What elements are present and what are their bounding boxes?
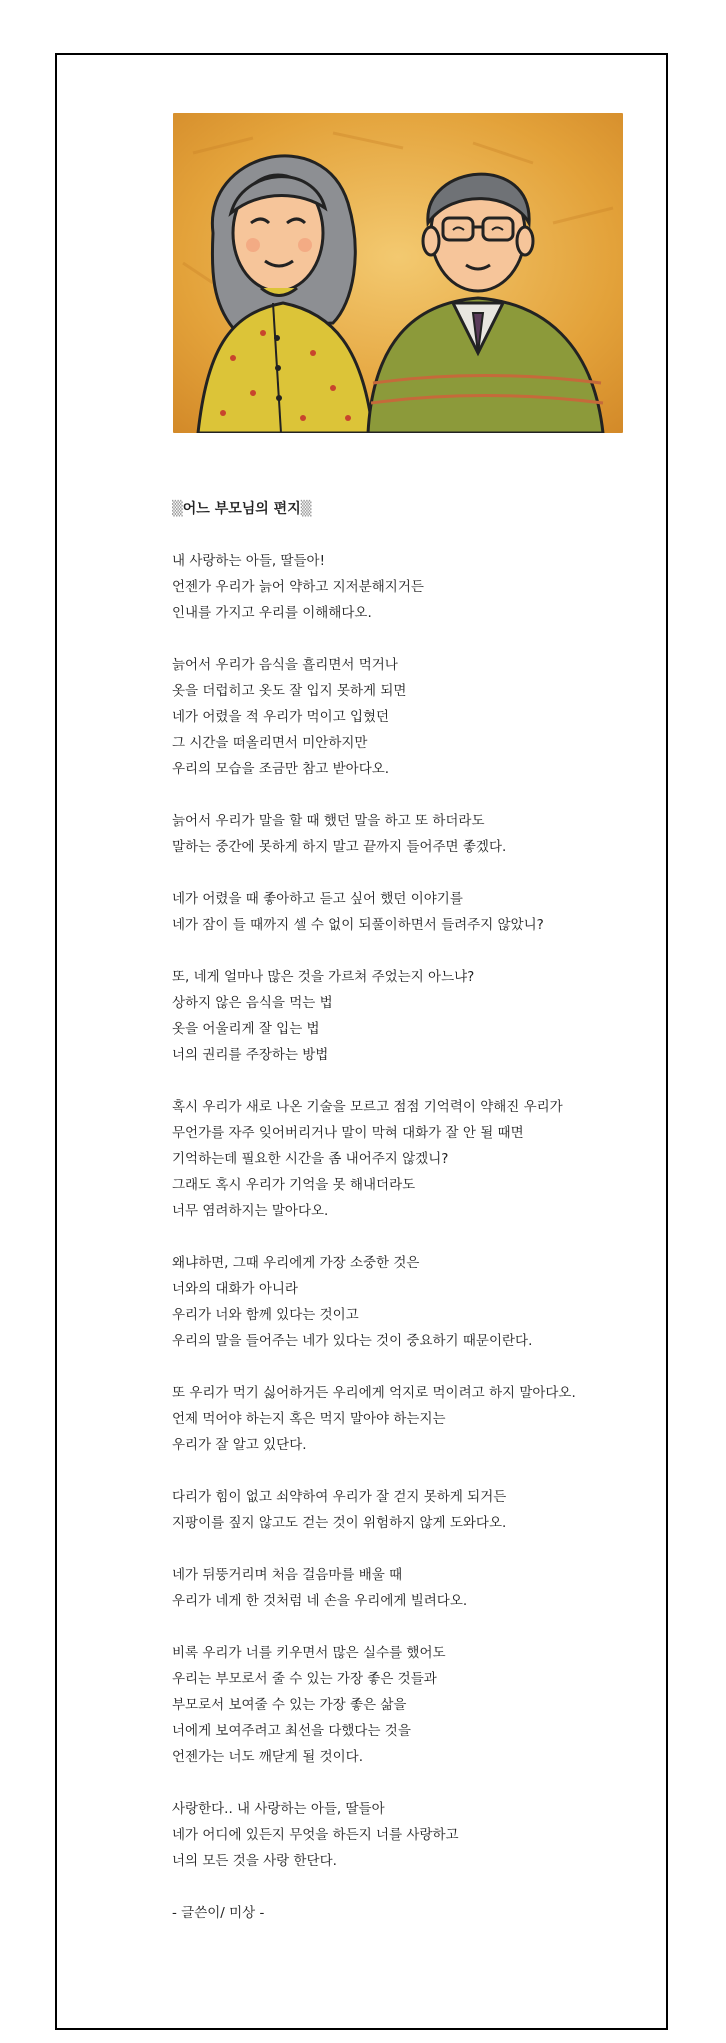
letter-line: 우리의 모습을 조금만 참고 받아다오. — [172, 761, 390, 777]
letter-title — [172, 496, 652, 522]
letter-line: 네가 뒤뚱거리며 처음 걸음마를 배울 때 — [172, 1567, 403, 1583]
letter-paragraph — [172, 886, 652, 938]
letter-line: 너무 염려하지는 말아다오. — [172, 1203, 329, 1219]
letter-line: 왜냐하면, 그때 우리에게 가장 소중한 것은 — [172, 1255, 420, 1271]
letter-line: 언젠가는 너도 깨닫게 될 것이다. — [172, 1749, 363, 1765]
letter-line: 그 시간을 떠올리면서 미안하지만 — [172, 735, 368, 751]
letter-line: 언젠가 우리가 늙어 약하고 지저분해지거든 — [172, 579, 424, 595]
letter-paragraph — [172, 1562, 652, 1614]
letter-line: 인내를 가지고 우리를 이해해다오. — [172, 605, 372, 621]
letter-line: 네가 어디에 있든지 무엇을 하든지 너를 사랑하고 — [172, 1827, 459, 1843]
letter-line: 늙어서 우리가 말을 할 때 했던 말을 하고 또 하더라도 — [172, 813, 485, 829]
letter-line: 늙어서 우리가 음식을 흘리면서 먹거나 — [172, 657, 398, 673]
letter-paragraph — [172, 808, 652, 860]
letter-line: 너의 권리를 주장하는 방법 — [172, 1047, 329, 1063]
letter-line: 혹시 우리가 새로 나온 기술을 모르고 점점 기억력이 약해진 우리가 — [172, 1099, 563, 1115]
letter-line: 네가 어렸을 적 우리가 먹이고 입혔던 — [172, 709, 390, 725]
letter-paragraph — [172, 1380, 652, 1458]
letter-paragraphs — [172, 548, 652, 1874]
letter-line: 옷을 어울리게 잘 입는 법 — [172, 1021, 320, 1037]
elderly-couple-illustration-icon — [173, 113, 623, 433]
letter-line: 상하지 않은 음식을 먹는 법 — [172, 995, 333, 1011]
letter-line: 내 사랑하는 아들, 딸들아! — [172, 553, 325, 569]
letter-paragraph — [172, 964, 652, 1068]
letter-line: 우리가 네게 한 것처럼 네 손을 우리에게 빌려다오. — [172, 1593, 468, 1609]
letter-paragraph — [172, 1484, 652, 1536]
letter-paragraph — [172, 1094, 652, 1224]
letter-line: 다리가 힘이 없고 쇠약하여 우리가 잘 걷지 못하게 되거든 — [172, 1489, 507, 1505]
letter-line: 언제 먹어야 하는지 혹은 먹지 말아야 하는지는 — [172, 1411, 446, 1427]
letter-title-text: 어느 부모님의 편지 — [182, 501, 301, 517]
letter-paragraph — [172, 1250, 652, 1354]
letter-line: 너와의 대화가 아니라 — [172, 1281, 298, 1297]
letter-line: 사랑한다.. 내 사랑하는 아들, 딸들아 — [172, 1801, 385, 1817]
letter-line: 우리가 너와 함께 있다는 것이고 — [172, 1307, 359, 1323]
letter-line: 그래도 혹시 우리가 기억을 못 해내더라도 — [172, 1177, 416, 1193]
title-marker-left: ▒ — [172, 501, 183, 517]
letter-paragraph — [172, 1796, 652, 1874]
letter-line: 기억하는데 필요한 시간을 좀 내어주지 않겠니? — [172, 1151, 449, 1167]
letter-content — [172, 496, 652, 1926]
letter-line: 말하는 중간에 못하게 하지 말고 끝까지 들어주면 좋겠다. — [172, 839, 507, 855]
letter-line: 우리는 부모로서 줄 수 있는 가장 좋은 것들과 — [172, 1671, 437, 1687]
letter-line: 우리의 말을 들어주는 네가 있다는 것이 중요하기 때문이란다. — [172, 1333, 533, 1349]
letter-line: 우리가 잘 알고 있단다. — [172, 1437, 307, 1453]
letter-line: 네가 어렸을 때 좋아하고 듣고 싶어 했던 이야기를 — [172, 891, 463, 907]
letter-line: 옷을 더럽히고 옷도 잘 입지 못하게 되면 — [172, 683, 407, 699]
letter-line: 부모로서 보여줄 수 있는 가장 좋은 삶을 — [172, 1697, 407, 1713]
letter-line: 너의 모든 것을 사랑 한단다. — [172, 1853, 337, 1869]
letter-paragraph — [172, 548, 652, 626]
letter-line: 무언가를 자주 잊어버리거나 말이 막혀 대화가 잘 안 될 때면 — [172, 1125, 524, 1141]
letter-line: 비록 우리가 너를 키우면서 많은 실수를 했어도 — [172, 1645, 446, 1661]
letter-paragraph — [172, 1640, 652, 1770]
letter-line: 너에게 보여주려고 최선을 다했다는 것을 — [172, 1723, 411, 1739]
letter-paragraph — [172, 652, 652, 782]
letter-line: 네가 잠이 들 때까지 셀 수 없이 되풀이하면서 들려주지 않았니? — [172, 917, 544, 933]
letter-line: 또 우리가 먹기 싫어하거든 우리에게 억지로 먹이려고 하지 말아다오. — [172, 1385, 576, 1401]
signature: - 글쓴이/ 미상 - — [172, 1905, 265, 1921]
letter-line: 또, 네게 얼마나 많은 것을 가르쳐 주었는지 아느냐? — [172, 969, 475, 985]
letter-line: 지팡이를 짚지 않고도 걷는 것이 위험하지 않게 도와다오. — [172, 1515, 507, 1531]
title-marker-right: ▒ — [300, 501, 312, 517]
